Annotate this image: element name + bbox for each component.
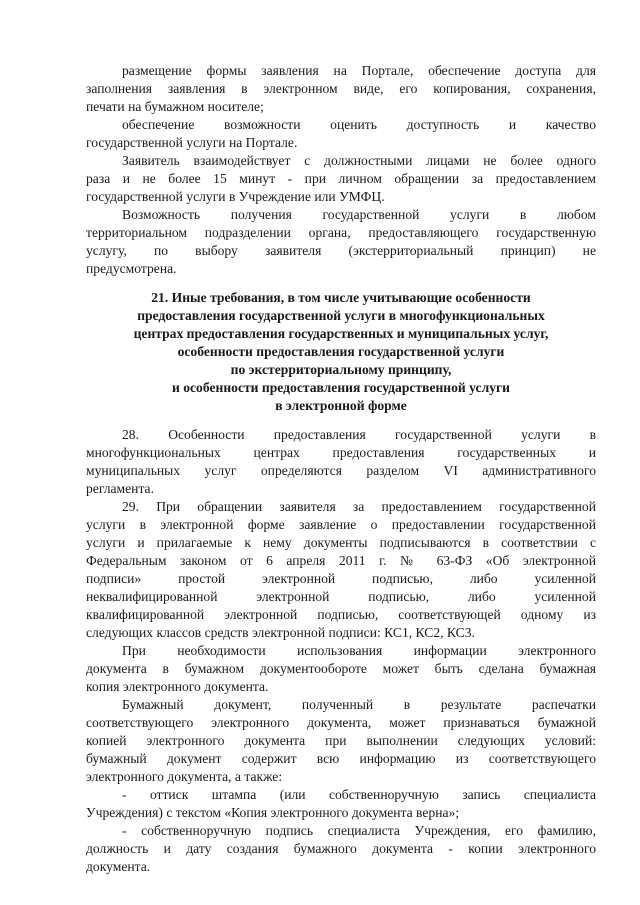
- heading-line: по экстерриториальному принципу,: [230, 362, 452, 377]
- heading-line: центрах предоставления государственных и муниципальных услуг,: [133, 326, 549, 341]
- text-line: При необходимости использования информации электронного: [122, 643, 596, 658]
- list-item-line: Учреждения) с текстом «Копия электронного документа верна»;: [86, 805, 460, 820]
- text-line: Федеральным законом от 6 апреля 2011 г. № 63-ФЗ «Об электронной: [86, 553, 596, 568]
- text-line: многофункциональных центрах предоставления государственных и: [86, 445, 596, 460]
- text-line: заполнения заявления в электронном виде, его копирования, сохранения,: [86, 81, 596, 96]
- heading-line: и особенности предоставления государственной услуги: [171, 380, 511, 395]
- text-line: подписи» простой электронной подписью, либо усиленной: [86, 571, 596, 586]
- text-line: государственной услуги в Учреждение или УМФЦ.: [86, 189, 385, 204]
- heading-line: 21. Иные требования, в том числе учитывающие особенности: [151, 290, 531, 305]
- text-line: документа в бумажном документообороте может быть сделана бумажная: [86, 661, 596, 676]
- heading-line: особенности предоставления государственной услуги: [177, 344, 505, 359]
- text-line: печати на бумажном носителе;: [86, 99, 264, 114]
- list-item-line: должность и дату создания бумажного документа - копии электронного: [86, 841, 596, 856]
- text-line: Возможность получения государственной услуги в любом: [122, 207, 596, 222]
- text-line: государственной услуги на Портале.: [86, 135, 298, 150]
- text-line: услугу, по выбору заявителя (экстерриториальный принцип) не: [86, 243, 596, 258]
- text-line: 29. При обращении заявителя за предоставлением государственной: [122, 499, 596, 514]
- list-item-line: - собственноручную подпись специалиста Учреждения, его фамилию,: [122, 823, 596, 838]
- text-line: соответствующего электронного документа, может признаваться бумажной: [86, 715, 596, 730]
- text-line: неквалифицированной электронной подписью, либо усиленной: [86, 589, 596, 604]
- text-line: услуги и прилагаемые к нему документы подписываются в соответствии с: [86, 535, 596, 550]
- text-line: 28. Особенности предоставления государственной услуги в: [122, 427, 596, 442]
- text-line: раза и не более 15 минут - при личном обращении за предоставлением: [86, 171, 596, 186]
- text-line: квалифицированной электронной подписью, соответствующей одному из: [86, 607, 596, 622]
- text-line: следующих классов средств электронной подписи: КС1, КС2, КС3.: [86, 625, 475, 640]
- list-item-line: документа.: [86, 859, 151, 874]
- text-line: муниципальных услуг определяются разделом VI административного: [86, 463, 596, 478]
- text-line: копия электронного документа.: [86, 679, 269, 694]
- text-line: электронного документа, а также:: [86, 769, 283, 784]
- list-item-line: - оттиск штампа (или собственноручную запись специалиста: [122, 787, 596, 802]
- text-line: Заявитель взаимодействует с должностными лицами не более одного: [122, 153, 596, 168]
- heading-line: в электронной форме: [275, 398, 407, 413]
- text-line: размещение формы заявления на Портале, обеспечение доступа для: [122, 63, 596, 78]
- text-line: бумажный документ содержит всю информацию из соответствующего: [86, 751, 596, 766]
- text-line: копией электронного документа при выполнении следующих условий:: [86, 733, 596, 748]
- heading-line: предоставления государственной услуги в многофункциональных: [137, 308, 545, 323]
- text-line: услуги в электронной форме заявление о предоставлении государственной: [86, 517, 596, 532]
- text-line: Бумажный документ, полученный в результате распечатки: [122, 697, 596, 712]
- text-line: обеспечение возможности оценить доступность и качество: [122, 117, 596, 132]
- text-line: предусмотрена.: [86, 261, 177, 276]
- text-line: территориальном подразделении органа, предоставляющего государственную: [86, 225, 596, 240]
- text-line: регламента.: [86, 481, 154, 496]
